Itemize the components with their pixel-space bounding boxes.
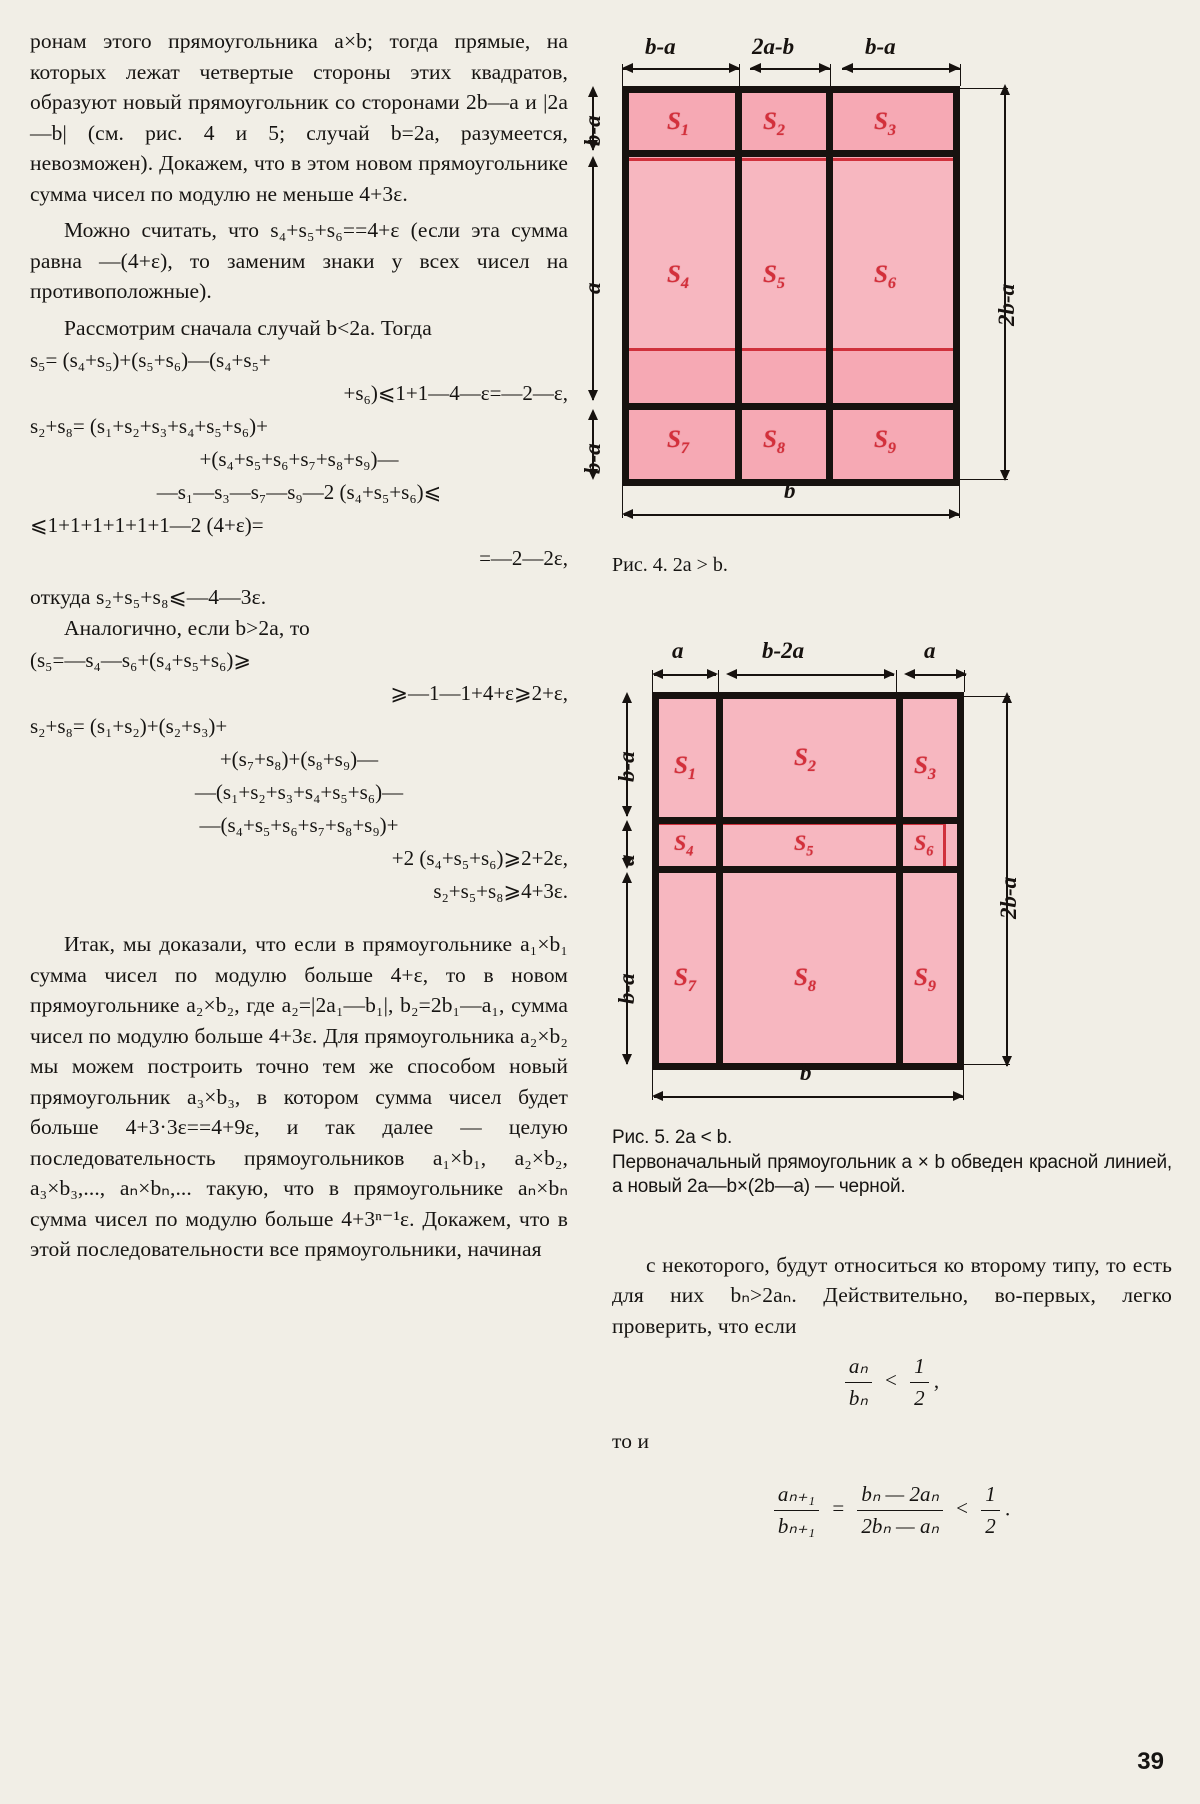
fig4-left-dim-3: b-a [580,443,605,474]
fig5-left-dim-2: a [614,854,639,866]
formula2-num: aₙ₊₁ [774,1479,819,1511]
formula-line: =—2—2ε, [479,546,568,570]
paragraph-analog: Аналогично, если b>2a, то [64,615,310,640]
fig5-cell-S2: $S_2$ [794,744,817,775]
formula2-tail: . [1004,1495,1011,1520]
fig4-bottom-dim: b [784,478,796,503]
fig5-cell-S6: $S_6$ [914,830,934,860]
formula-line: s₂+s₈= (s₁+s₂+s₃+s₄+s₅+s₆)+ [30,414,268,438]
figure-5-caption: Рис. 5. 2a < b. [612,1127,733,1148]
fig5-cell-S3: $S_3$ [914,752,937,783]
formula1-num: aₙ [845,1351,872,1383]
formula1-rden: 2 [914,1386,925,1410]
paragraph-3: Рассмотрим сначала случай b<2a. Тогда [64,315,432,340]
fig4-cell-S4: $S_4$ [667,261,690,292]
fig4-cell-S2: $S_2$ [763,108,786,139]
fig4-top-dim-3: b-a [865,34,896,59]
formula-line: —s₁—s₃—s₇—s₉—2 (s₄+s₅+s₆)⩽ [156,480,442,504]
fig5-left-dim-1: b-a [614,751,639,782]
paragraph-1: ронам этого прямоугольника a×b; тогда прямые, на которых лежат четвертые стороны этих квадратов, образуют новый прямоугольник со сторонами 2b—a и |2a—b| (см. рис. 4 и 5; случай b=2a, разумеется, невозможен). Докажем, что в этом новом прямоугольнике сумма чисел по модулю не меньше 4+3ε. [30,29,568,206]
formula2-rden: 2 [985,1513,996,1538]
fig5-bottom-dim: b [800,1060,812,1085]
fig4-cell-S8: $S_8$ [763,426,786,457]
fig5-cell-S5: $S_5$ [794,830,814,860]
formula-line: s₂+s₅+s₈⩾4+3ε. [433,879,568,903]
formula-line: —(s₄+s₅+s₆+s₇+s₈+s₉)+ [199,813,399,837]
fig5-cell-S9: $S_9$ [914,964,937,995]
fig5-top-dim-3: a [924,638,936,663]
formula1-rnum: 1 [910,1351,929,1383]
fig4-cell-S7: $S_7$ [667,426,690,457]
fig5-top-dim-1: a [672,638,684,663]
figure-4-caption: Рис. 4. 2a > b. [612,554,728,576]
fig5-cell-S4: $S_4$ [674,830,694,860]
paragraph-whence: откуда s₂+s₅+s₈⩽—4—3ε. [30,585,267,609]
right-paragraph-1: с некоторого, будут относиться ко второму типу, то есть для них bₙ>2aₙ. Действительно, во-первых, легко проверить, что если [612,1252,1172,1338]
formula-line: +2 (s₄+s₅+s₆)⩾2+2ε, [391,846,568,870]
fig4-cell-S9: $S_9$ [874,426,897,457]
formula-line: (s₅=—s₄—s₆+(s₄+s₅+s₆)⩾ [30,648,251,672]
formula-line: s₂+s₈= (s₁+s₂)+(s₂+s₃)+ [30,714,228,738]
fig4-left-dim-1: b-a [580,115,605,146]
formula1-rel: < [885,1368,897,1393]
formula-line: ⩽1+1+1+1+1+1—2 (4+ε)= [30,513,264,537]
formula2-rel: < [956,1495,968,1520]
fig4-left-dim-2: a [580,282,605,294]
formula-an1-bn1 [612,1479,1172,1542]
fig5-top-dim-2: b-2a [762,638,805,663]
formula-line: +(s₄+s₅+s₆+s₇+s₈+s₉)— [199,447,399,471]
figure-4 [580,26,1172,578]
formula1-tail: , [933,1368,940,1393]
figure-5-note: Первоначальный прямоугольник a × b обведен красной линией, а новый 2a—b×(2b—a) — черной. [612,1151,1172,1197]
fig4-cell-S1: $S_1$ [667,108,690,139]
fig5-cell-S1: $S_1$ [674,752,697,783]
paragraph-2: Можно считать, что s₄+s₅+s₆==4+ε (если эта сумма равна —(4+ε), то заменим знаки у всех чисел на противоположные). [30,218,568,303]
right-column [580,26,1172,1544]
fig4-middle-band [626,160,956,350]
formula-line: s₅= (s₄+s₅)+(s₅+s₆)—(s₄+s₅+ [30,348,271,372]
fig5-cell-S8: $S_8$ [794,964,817,995]
paragraph-final: Итак, мы доказали, что если в прямоугольнике a₁×b₁ сумма чисел по модулю больше 4+ε, то в новом прямоугольнике a₂×b₂, где a₂=|2a₁—b₁|, b₂=2b₁—a₁, сумма чисел по модулю больше 4+3ε. Для прямоугольника a₂×b₂ мы можем построить точно тем же способом новый прямоугольник a₃×b₃, в котором сумма чисел будет больше 4+3·3ε==4+9ε, и так далее — целую последовательность прямоугольников a₁×b₁, a₂×b₂, a₃×b₃,..., aₙ×bₙ,... такую, что в прямоугольнике aₙ×bₙ сумма чисел по модулю больше 4+3ⁿ⁻¹ε. Докажем, что в этой последовательности все прямоугольники, начиная [30,932,568,1261]
fig4-cell-S3: $S_3$ [874,108,897,139]
formula-line: —(s₁+s₂+s₃+s₄+s₅+s₆)— [194,780,404,804]
fig4-cell-S5: $S_5$ [763,261,786,292]
figure-5 [612,634,1172,1200]
left-column [30,26,568,1265]
formula-line: +(s₇+s₈)+(s₈+s₉)— [219,747,379,771]
formula2-rnum: 1 [981,1479,1000,1511]
fig4-right-dim: 2b-a [994,283,1019,326]
formula-line: ⩾—1—1+4+ε⩾2+ε, [390,681,568,705]
formula2-eq: = [832,1495,845,1520]
fig4-cell-S6: $S_6$ [874,261,897,292]
fig4-top-dim-2: 2a-b [752,34,795,59]
fig5-cell-S7: $S_7$ [674,964,697,995]
formula2-den2: 2bₙ — aₙ [861,1513,939,1538]
page-number: 39 [1137,1748,1164,1775]
formula-an-bn [612,1351,1172,1414]
fig5-left-dim-3: b-a [614,973,639,1004]
formula2-den: bₙ₊₁ [777,1513,816,1538]
formula2-num2: bₙ — 2aₙ [857,1479,942,1511]
formula1-den: bₙ [848,1386,868,1410]
fig4-top-dim-1: b-a [645,34,676,59]
right-then: то и [612,1429,650,1453]
fig5-right-dim: 2b-a [996,876,1021,919]
formula-line: +s₆)⩽1+1—4—ε=—2—ε, [343,381,568,405]
